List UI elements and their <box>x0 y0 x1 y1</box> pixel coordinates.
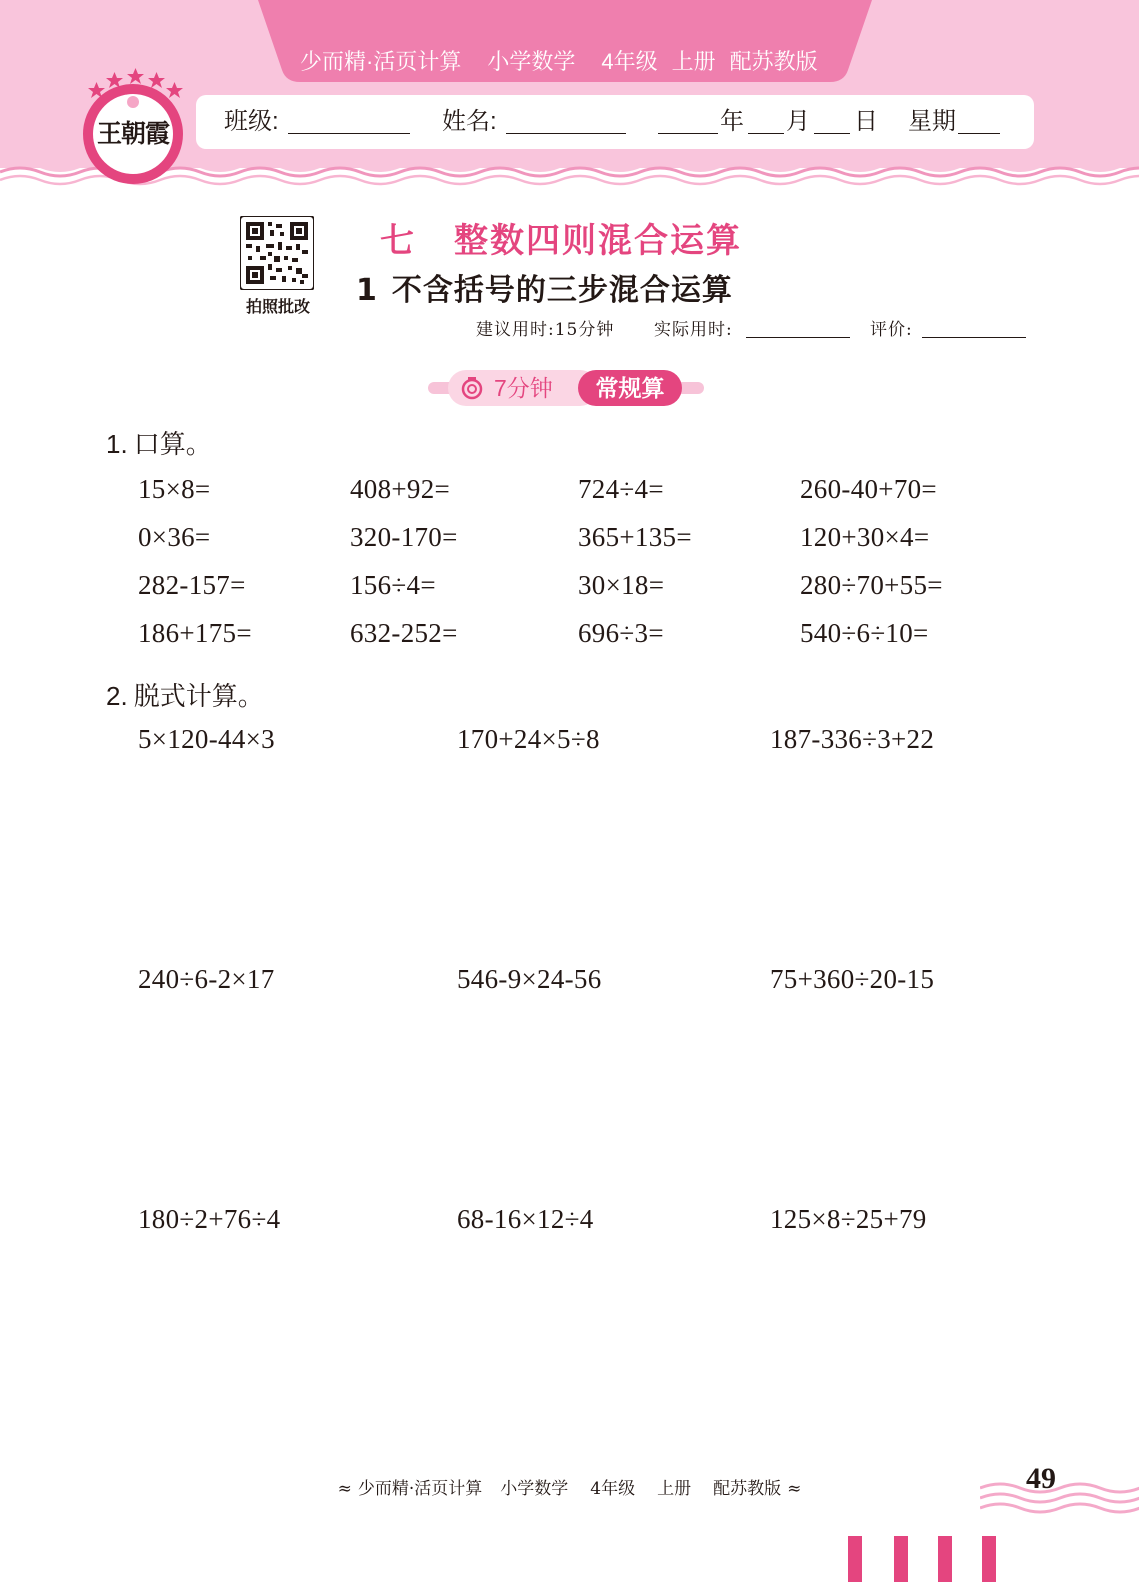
edge-tab-bar <box>848 1536 862 1582</box>
section-tag: 常规算 <box>578 370 682 406</box>
oral-item: 280÷70+55= <box>800 570 943 600</box>
oral-item: 696÷3= <box>578 618 664 648</box>
class-field[interactable] <box>288 95 410 134</box>
step-item: 125×8÷25+79 <box>770 1204 927 1234</box>
step-item: 546-9×24-56 <box>457 964 602 994</box>
timing-row <box>476 315 1036 343</box>
oral-item: 260-40+70= <box>800 474 937 504</box>
month-field[interactable] <box>748 95 784 134</box>
actual-time-field[interactable] <box>746 315 850 338</box>
step-item: 5×120-44×3 <box>138 724 275 754</box>
name-field[interactable] <box>506 95 626 134</box>
day-label: 日 <box>854 108 878 135</box>
step-item: 240÷6-2×17 <box>138 964 275 994</box>
chapter-name: 整数四则混合运算 <box>454 221 742 261</box>
qr-code-icon[interactable] <box>240 216 314 290</box>
step-item: 180÷2+76÷4 <box>138 1204 281 1234</box>
oral-item: 156÷4= <box>350 570 436 600</box>
year-field[interactable] <box>658 95 718 134</box>
lesson-name: 不含括号的三步混合运算 <box>391 273 733 308</box>
actual-time-label: 实际用时: <box>654 320 733 340</box>
chapter-number: 七 <box>380 221 416 261</box>
oral-item: 15×8= <box>138 474 211 504</box>
wave-icon: ≈ <box>787 1479 802 1499</box>
lesson-number: 1 <box>356 273 378 308</box>
logo-text: 王朝霞 <box>96 119 169 148</box>
oral-item: 120+30×4= <box>800 522 930 552</box>
evaluation-field[interactable] <box>922 315 1026 338</box>
edge-tab-bar <box>982 1536 996 1582</box>
step-item: 75+360÷20-15 <box>770 964 935 994</box>
footer-waves <box>980 1476 1139 1516</box>
edge-tab-bar <box>938 1536 952 1582</box>
step-item: 187-336÷3+22 <box>770 724 935 754</box>
oral-item: 365+135= <box>578 522 692 552</box>
class-label: 班级: <box>224 108 279 135</box>
edge-tab-bar <box>894 1536 908 1582</box>
evaluation-label: 评价: <box>870 320 913 340</box>
step-item: 68-16×12÷4 <box>457 1204 594 1234</box>
wave-icon: ≈ <box>337 1479 352 1499</box>
footer-series: ≈ 少而精·活页计算 小学数学 4年级 上册 配苏教版 ≈ <box>337 1479 802 1499</box>
name-label: 姓名: <box>442 108 497 135</box>
question-2-heading: 2. 脱式计算。 <box>106 681 264 711</box>
oral-item: 30×18= <box>578 570 665 600</box>
oral-item: 320-170= <box>350 522 458 552</box>
day-field[interactable] <box>814 95 850 134</box>
student-info-bar <box>196 95 1034 149</box>
oral-item: 408+92= <box>350 474 451 504</box>
series-title: 少而精·活页计算 小学数学 4年级 上册 配苏教版 <box>300 49 818 74</box>
oral-item: 186+175= <box>138 618 252 648</box>
page-number: 49 <box>1026 1462 1056 1495</box>
oral-item: 540÷6÷10= <box>800 618 929 648</box>
step-item: 170+24×5÷8 <box>457 724 600 754</box>
oral-item: 282-157= <box>138 570 246 600</box>
section-time: 7分钟 <box>494 375 553 401</box>
year-label: 年 <box>720 108 744 135</box>
oral-item: 632-252= <box>350 618 458 648</box>
question-1-heading: 1. 口算。 <box>106 429 212 459</box>
clock-medal-icon <box>460 376 484 400</box>
suggested-time: 建议用时:15分钟 <box>476 320 615 340</box>
chapter-title <box>380 213 742 262</box>
oral-item: 0×36= <box>138 522 211 552</box>
weekday-label: 星期 <box>908 108 956 135</box>
qr-label: 拍照批改 <box>245 299 310 316</box>
month-label: 月 <box>786 108 810 135</box>
weekday-field[interactable] <box>958 95 1000 134</box>
lesson-title <box>356 265 733 309</box>
oral-item: 724÷4= <box>578 474 664 504</box>
